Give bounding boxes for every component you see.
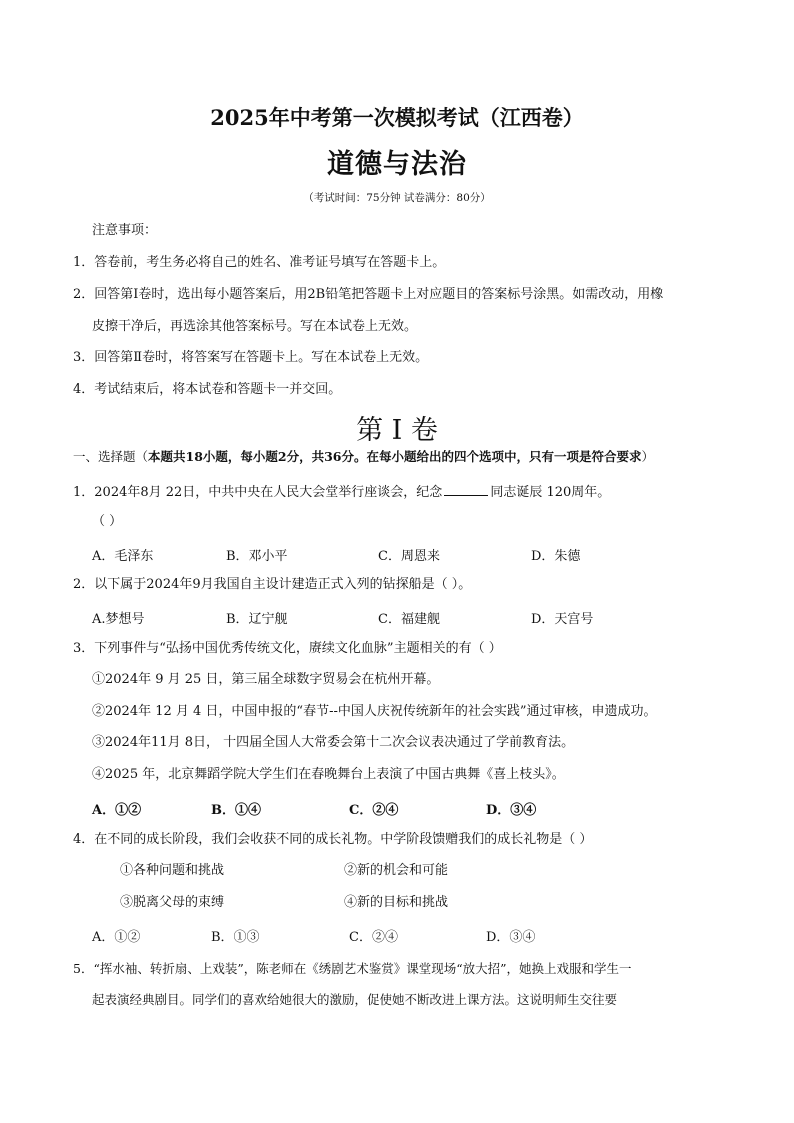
note-item-continued: 皮擦干净后，再选涂其他答案标号。写在本试卷上无效。 [92, 319, 418, 334]
q3-option-c: C．②④ [349, 803, 399, 818]
question-5-stem-line-1: 5．“挥水袖、转折扇、上戏装”，陈老师在《绣剧艺术鉴赏》课堂现场“放大招”，她换上戏服和学生一 [73, 961, 632, 976]
section-suffix: ） [641, 449, 655, 464]
section-prefix: 一、选择题（ [73, 449, 149, 464]
question-2-stem: 2．以下属于2024年9月我国自主设计建造正式入列的钻探船是（ ）。 [73, 577, 472, 592]
q1-option-a: A．毛泽东 [92, 549, 154, 564]
note-item: 3．回答第Ⅱ卷时，将答案写在答题卡上。写在本试卷上无效。 [73, 350, 429, 365]
q3-item: ③2024年11月 8日， 十四届全国人大常委会第十二次会议表决通过了学前教育法。 [92, 735, 575, 750]
q2-option-d: D．天宫号 [531, 612, 594, 627]
q2-option-a: A.梦想号 [92, 612, 145, 627]
part-one-title: 第 I 卷 [356, 415, 438, 446]
q3-option-d: D．③④ [486, 803, 537, 818]
subject-title: 道德与法治 [327, 149, 467, 180]
q3-item: ②2024年 12 月 4 日，中国申报的“春节--中国人庆祝传统新年的社会实践”通过审核，申遗成功。 [92, 704, 657, 719]
q3-item: ④2025 年，北京舞蹈学院大学生们在春晚舞台上表演了中国古典舞《喜上枝头》。 [92, 767, 565, 782]
q4-option-a: A．①② [92, 930, 141, 945]
q3-option-b: B．①④ [211, 803, 261, 818]
note-item: 4．考试结束后，将本试卷和答题卡一并交回。 [73, 382, 342, 397]
note-item: 1．答卷前，考生务必将自己的姓名、准考证号填写在答题卡上。 [73, 255, 446, 270]
q1-option-b: B．邓小平 [226, 549, 288, 564]
q1-stem-start: 1．2024年8月 22日，中共中央在人民大会堂举行座谈会，纪念 [73, 485, 443, 500]
q3-item: ①2024年 9 月 25 日，第三届全球数字贸易会在杭州开幕。 [92, 672, 440, 687]
note-item: 2．回答第Ⅰ卷时，选出每小题答案后，用2B铅笔把答题卡上对应题目的答案标号涂黑。如需改动，用橡 [73, 287, 664, 302]
q2-option-b: B．辽宁舰 [226, 612, 288, 627]
question-1-stem [73, 482, 610, 502]
exam-info: （考试时间：75分钟 试卷满分：80分） [303, 192, 491, 204]
exam-title: 2025年中考第一次模拟考试（江西卷） [210, 105, 584, 130]
q4-item: ④新的目标和挑战 [344, 895, 449, 910]
q4-item: ③脱离父母的束缚 [120, 895, 225, 910]
section-one-heading [73, 447, 654, 465]
q2-option-c: C．福建舰 [378, 612, 440, 627]
q1-option-c: C．周恩来 [378, 549, 440, 564]
question-4-stem: 4．在不同的成长阶段，我们会收获不同的成长礼物。中学阶段馈赠我们的成长礼物是（ ） [73, 832, 593, 847]
q4-option-d: D．③④ [486, 930, 536, 945]
q1-stem-end: 同志诞辰 120周年。 [490, 485, 611, 500]
q1-option-d: D．朱德 [531, 549, 581, 564]
q1-blank [444, 482, 488, 496]
q4-item: ①各种问题和挑战 [120, 863, 225, 878]
question-3-stem: 3．下列事件与“弘扬中国优秀传统文化，赓续文化血脉”主题相关的有（ ） [73, 641, 502, 656]
question-5-stem-line-2: 起表演经典剧目。同学们的喜欢给她很大的激励，促使她不断改进上课方法。这说明师生交往要 [92, 992, 618, 1007]
section-rules: 本题共18小题，每小题2分，共36分。在每小题给出的四个选项中，只有一项是符合要求 [148, 449, 642, 464]
q4-option-b: B．①③ [211, 930, 260, 945]
notes-heading: 注意事项： [92, 223, 158, 238]
q3-option-a: A．①② [92, 803, 142, 818]
q1-answer-paren: （ ） [92, 514, 123, 529]
q4-option-c: C．②④ [349, 930, 398, 945]
q4-item: ②新的机会和可能 [344, 863, 449, 878]
